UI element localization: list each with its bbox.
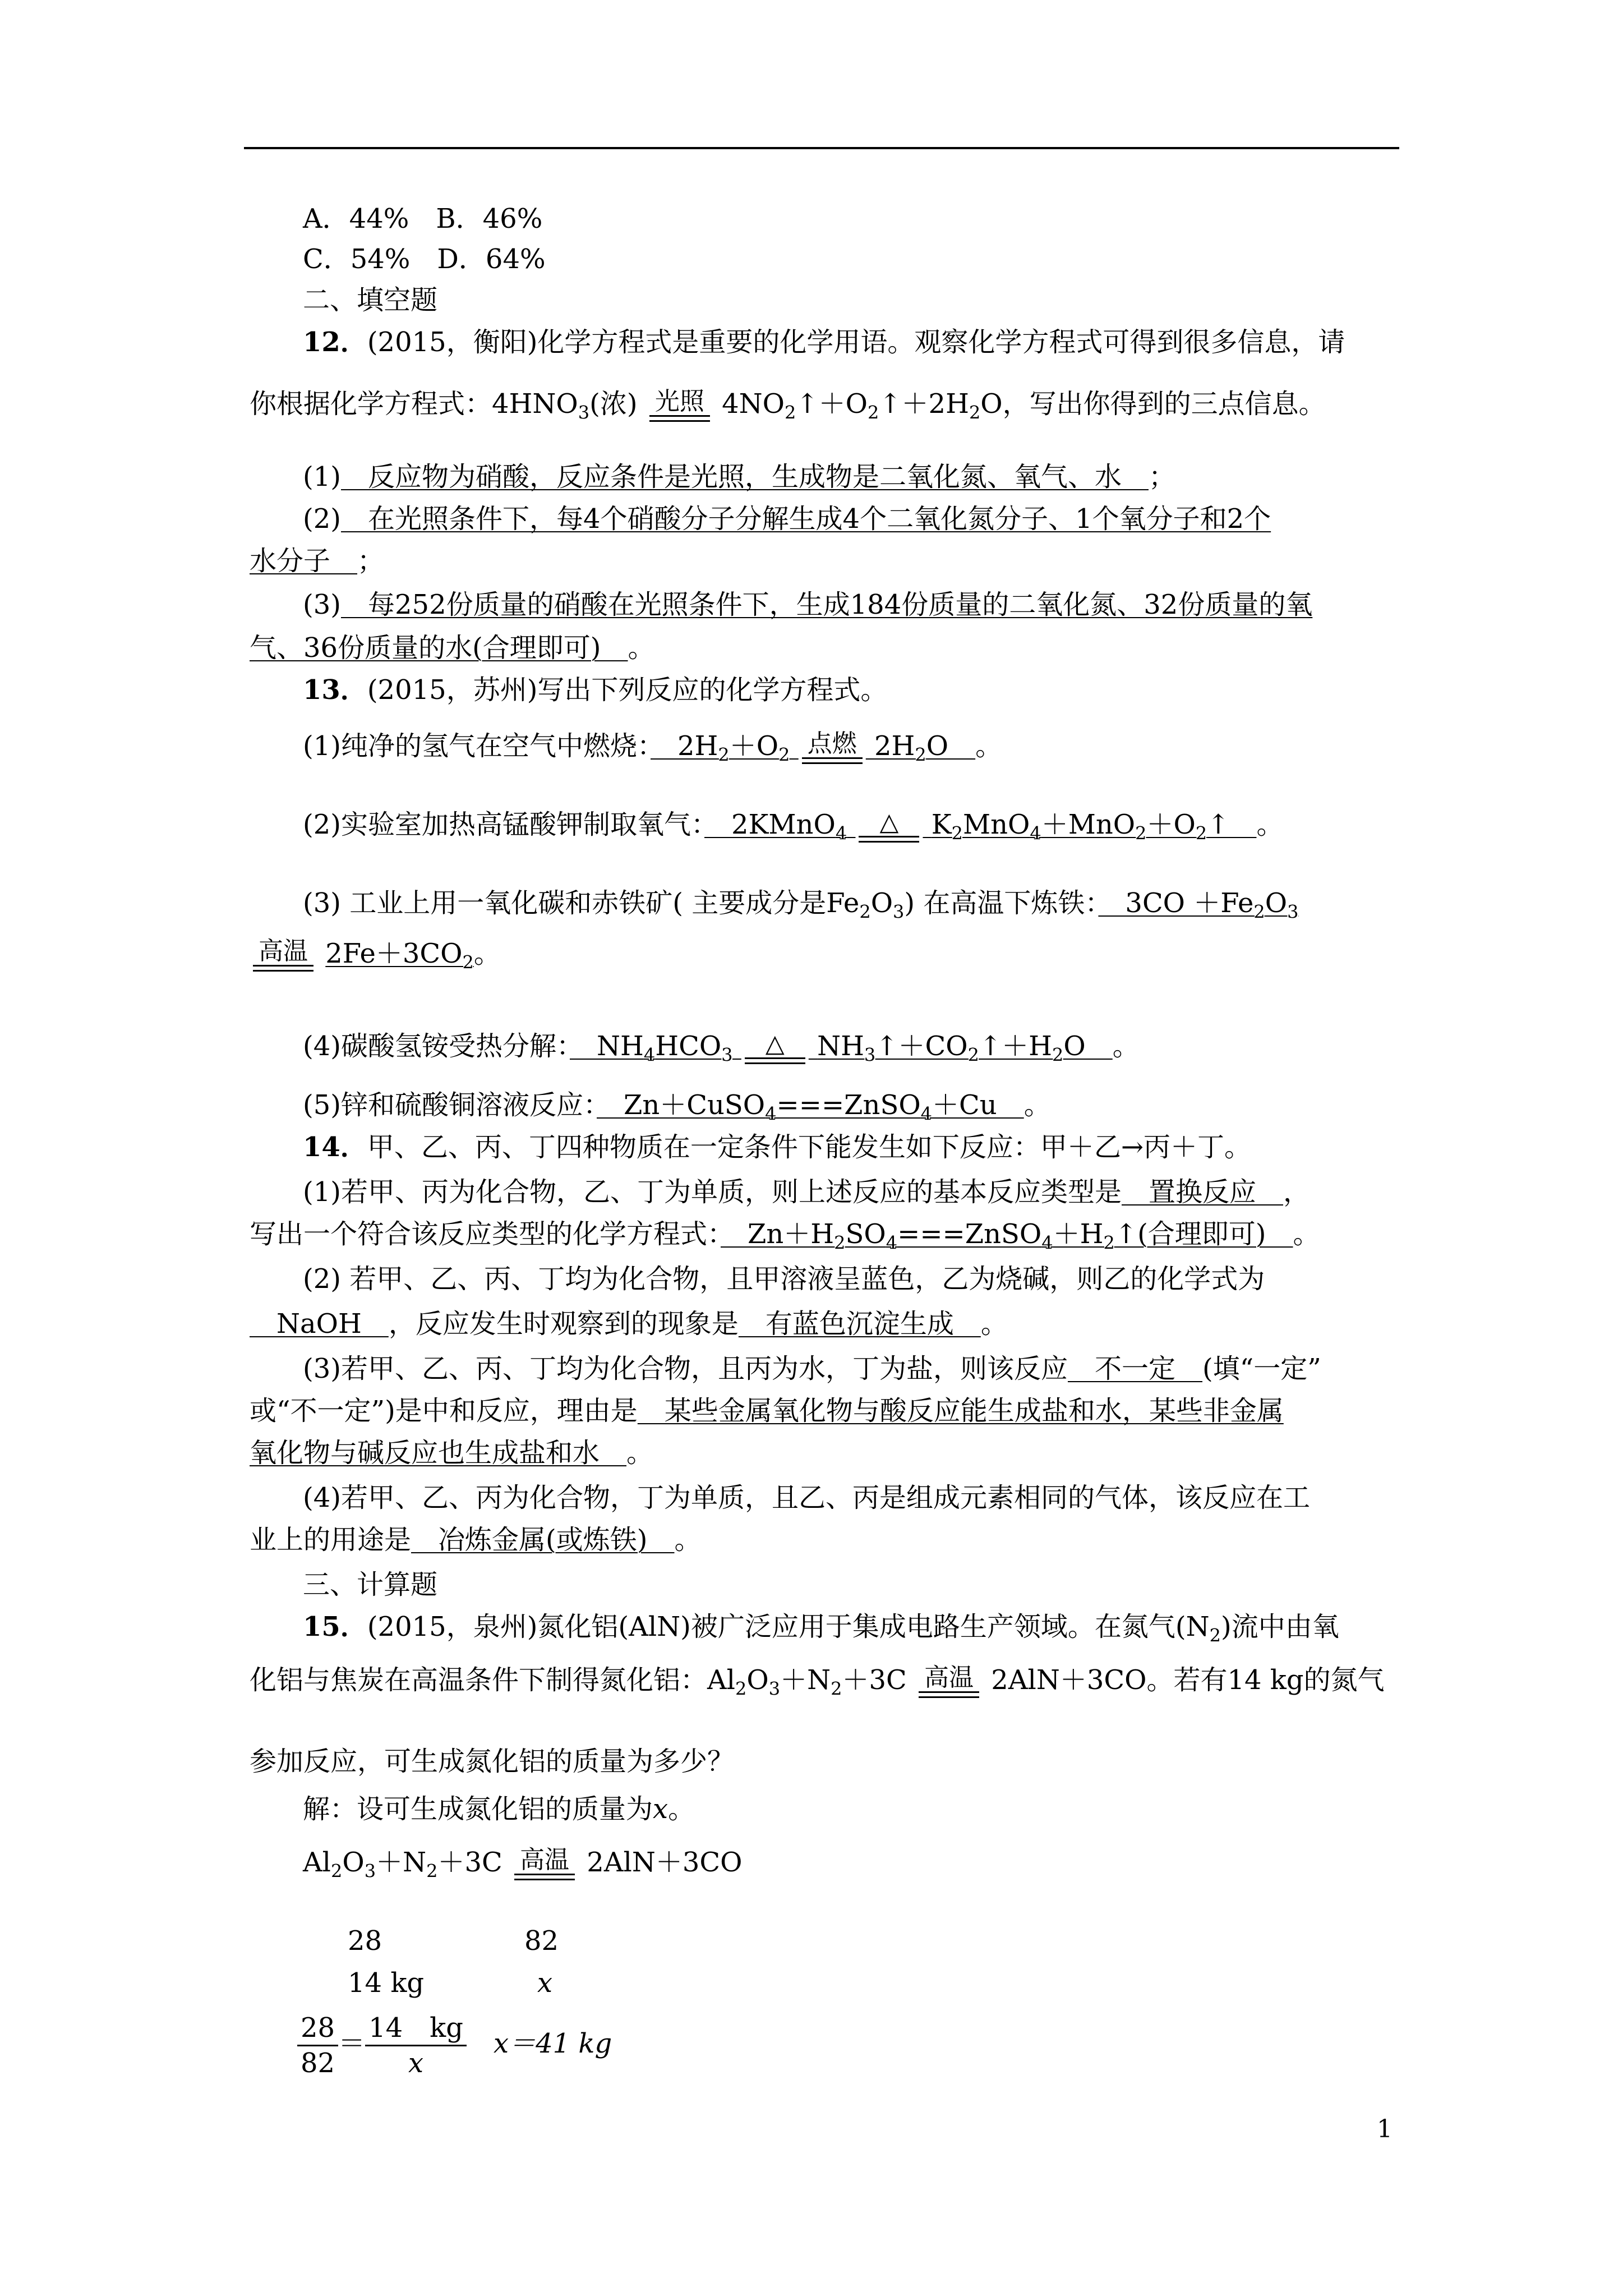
sub: 2 — [426, 1860, 438, 1882]
q13-part-3-cont — [250, 937, 501, 979]
q13-p4-ans: NH — [817, 1030, 864, 1062]
q13-p4-ans: ↑＋CO — [875, 1030, 968, 1062]
sub: 2 — [1253, 901, 1265, 923]
numerator: 28 — [297, 2011, 338, 2046]
options-line-2: C．54% D．64% — [303, 243, 546, 275]
q14-p1b-ans: ===ZnSO — [897, 1218, 1042, 1250]
q12-a2-answer: 在光照条件下，每4个硝酸分子分解生成4个二氧化氮分子、1个氧分子和2个 — [341, 503, 1271, 535]
q13-p4-ans: HCO — [655, 1030, 722, 1062]
double-equals-sign — [649, 415, 710, 422]
q14-p1-end: ， — [1283, 1176, 1311, 1208]
q15-text: ＋N — [780, 1664, 831, 1696]
numerator: 14 kg — [365, 2011, 467, 2046]
q13-p1-text: (1)纯净的氢气在空气中燃烧： — [303, 730, 651, 762]
q12-a2-end: ； — [357, 545, 385, 577]
q14-p4-answer: 冶炼金属(或炼铁) — [411, 1524, 675, 1556]
q13-number: 13． — [303, 674, 367, 706]
double-equals-sign — [514, 1874, 575, 1880]
sub: 4 — [835, 822, 847, 844]
sub: 3 — [864, 1044, 876, 1066]
header-rule — [244, 147, 1399, 149]
q13-part-1 — [303, 729, 1002, 772]
sub: 3 — [893, 901, 905, 923]
q14-p1-text: (1)若甲、丙为化合物，乙、丁为单质，则上述反应的基本反应类型是 — [303, 1176, 1122, 1208]
q15-sol-end: 。 — [668, 1793, 695, 1825]
denominator: 82 — [301, 2047, 335, 2079]
q13-p4-ans: NH — [570, 1030, 644, 1062]
sub: 2 — [1135, 822, 1147, 844]
eq-text: O — [342, 1847, 365, 1878]
sub: 4 — [1041, 1232, 1053, 1254]
sub: 2 — [915, 744, 926, 766]
sub: 2 — [831, 1678, 842, 1700]
section-heading-calc: 三、计算题 — [303, 1569, 438, 1600]
q14-p2-answer-1: NaOH — [250, 1308, 389, 1340]
q13-p4-ans: ↑＋H — [979, 1030, 1053, 1062]
sub: 4 — [1030, 822, 1041, 844]
sub: 2 — [1209, 1625, 1221, 1646]
eq-text: Al — [303, 1847, 331, 1878]
eq-text: ＋3C — [437, 1847, 502, 1878]
sub: 2 — [718, 744, 730, 766]
q14-number: 14． — [303, 1131, 367, 1163]
q12-a1-end: ； — [1149, 461, 1176, 493]
q15-condition — [915, 1664, 983, 1706]
eq-text: 2AlN＋3CO — [587, 1847, 743, 1878]
q15-text: )流中由氧 — [1220, 1611, 1339, 1642]
q15-text: (2015，泉州)氮化铝(AlN)被广泛应用于集成电路生产领域。在氮气(N — [367, 1611, 1210, 1642]
sub: 2 — [778, 744, 790, 766]
q13-p3-ans: 3CO ＋Fe — [1098, 887, 1254, 919]
q12-sub: 2 — [969, 402, 981, 424]
q13-p2-ans: ↑ — [1207, 809, 1257, 840]
fraction-left — [297, 2011, 338, 2080]
sub: 4 — [920, 1103, 933, 1125]
q12-text-d: 4NO — [722, 388, 785, 420]
q13-intro-text: (2015，苏州)写出下列反应的化学方程式。 — [367, 674, 888, 706]
q12-a2-label: (2) — [303, 503, 341, 535]
q15-result: x＝41 kg — [494, 2028, 612, 2059]
q14-part-3-cont — [250, 1394, 1284, 1428]
q13-p5-ans: ===ZnSO — [776, 1089, 921, 1121]
sub: 2 — [1195, 822, 1207, 844]
q13-part-3 — [303, 886, 1298, 929]
q15-eq-condition — [511, 1847, 578, 1888]
q12-a1-label: (1) — [303, 461, 341, 493]
q12-a3-answer: 每252份质量的硝酸在光照条件下，生成184份质量的二氧化氮、32份质量的氧 — [341, 589, 1313, 620]
double-equals-sign — [745, 1057, 805, 1064]
q12-intro-text: (2015，衡阳)化学方程式是重要的化学用语。观察化学方程式可得到很多信息，请 — [367, 326, 1345, 358]
q13-p5-ans: Zn＋CuSO — [597, 1089, 766, 1121]
q13-p1-condition — [799, 730, 866, 772]
condition-label: 高温 — [259, 936, 308, 965]
q12-text-f: ↑＋O — [796, 388, 868, 420]
sub: 2 — [1052, 1044, 1064, 1066]
sub: 2 — [967, 1044, 979, 1066]
q15-text: ＋3C — [842, 1664, 907, 1696]
double-equals-sign — [919, 1691, 979, 1698]
q15-text: O — [746, 1664, 769, 1696]
q15-text: 化铝与焦炭在高温条件下制得氮化铝：Al — [250, 1664, 736, 1696]
q14-p3-text-end: (填“一定” — [1202, 1353, 1321, 1384]
q14-part-1 — [303, 1175, 1310, 1209]
q12-text-a: 你根据化学方程式：4HNO — [250, 388, 578, 420]
q14-p3-end: 。 — [626, 1437, 654, 1469]
q13-p1-ans: O — [926, 730, 976, 762]
q14-p4b-text: 业上的用途是 — [250, 1524, 412, 1556]
q14-part-4: (4)若甲、乙、丙为化合物，丁为单质，且乙、丙是组成元素相同的气体，该反应在工 — [303, 1482, 1310, 1513]
q14-p1b-ans: Zn＋H — [721, 1218, 834, 1250]
q15-intro-line-1 — [303, 1610, 1339, 1653]
q13-p5-end: 。 — [1023, 1089, 1051, 1121]
denominator: x — [408, 2047, 424, 2079]
q14-p1b-end: 。 — [1293, 1218, 1320, 1250]
sub: 3 — [768, 1678, 781, 1700]
q14-p4-end: 。 — [674, 1524, 702, 1556]
q14-intro-text: 甲、乙、丙、丁四种物质在一定条件下能发生如下反应：甲＋乙→丙＋丁。 — [367, 1131, 1252, 1163]
q14-p1b-ans: ＋H — [1053, 1218, 1104, 1250]
q13-p4-end: 。 — [1112, 1030, 1140, 1062]
sub: 2 — [834, 1232, 846, 1254]
q13-p5-ans: ＋Cu — [932, 1089, 1024, 1121]
q13-part-4 — [303, 1029, 1140, 1072]
q12-condition-label: 光照 — [654, 386, 704, 416]
q12-intro-line-1 — [303, 325, 1345, 359]
sub: 3 — [364, 1860, 376, 1882]
sub: 3 — [721, 1044, 733, 1066]
q13-p3-ans: 2Fe＋3CO — [325, 938, 463, 969]
q13-p2-text: (2)实验室加热高锰酸钾制取氧气： — [303, 809, 704, 840]
section-heading-fill-in: 二、填空题 — [303, 284, 438, 316]
q14-part-3 — [303, 1352, 1321, 1386]
q13-p1-ans: 2H — [651, 730, 718, 762]
q12-a3-end: 。 — [628, 632, 655, 664]
sub: 4 — [643, 1044, 656, 1066]
q13-p3-text: O — [870, 887, 893, 919]
q15-mass-aln: 82 — [524, 1925, 559, 1957]
double-equals-sign — [253, 965, 313, 972]
q14-p3-text: (3)若甲、乙、丙、丁均为化合物，且丙为水，丁为盐，则该反应 — [303, 1353, 1068, 1384]
q12-answer-3-cont — [250, 631, 655, 665]
q12-equation-line — [250, 387, 1326, 430]
q13-p2-ans: MnO — [962, 809, 1030, 840]
q14-part-3-cont2 — [250, 1436, 653, 1470]
q13-p3-end: 。 — [473, 938, 501, 969]
sub: 4 — [886, 1232, 898, 1254]
q13-p2-ans: K — [931, 809, 952, 840]
fraction-right — [365, 2011, 467, 2080]
heat-triangle-icon: △ — [765, 1029, 785, 1058]
q13-p1-end: 。 — [975, 730, 1003, 762]
q14-p1b-ans: SO — [845, 1218, 886, 1250]
sub: 2 — [859, 901, 871, 923]
q14-part-2: (2) 若甲、乙、丙、丁均为化合物，且甲溶液呈蓝色，乙为烧碱，则乙的化学式为 — [303, 1263, 1265, 1295]
q12-sub: 2 — [785, 402, 796, 424]
q13-p1-ans: ＋O — [729, 730, 779, 762]
condition-label: 点燃 — [807, 729, 857, 758]
q15-variable: x — [653, 1793, 668, 1825]
double-equals-sign — [859, 836, 919, 843]
q12-text-h: ↑＋2H — [879, 388, 969, 420]
q13-part-2 — [303, 808, 1283, 850]
q13-p2-condition — [855, 809, 923, 850]
q13-p4-condition — [741, 1030, 809, 1072]
q12-sub: 2 — [867, 402, 879, 424]
q14-p3-answer-2: 某些金属氧化物与酸反应能生成盐和水，某些非金属 — [637, 1395, 1284, 1427]
q12-text-j: O，写出你得到的三点信息。 — [980, 388, 1326, 420]
sub: 4 — [765, 1103, 777, 1125]
q15-mass-n2: 28 — [348, 1925, 382, 1957]
q13-p3-ans: O — [1265, 887, 1288, 919]
q12-answer-2 — [303, 502, 1271, 536]
q15-equation — [303, 1846, 742, 1888]
q14-part-4-cont — [250, 1523, 702, 1557]
q14-part-1-cont — [250, 1217, 1320, 1260]
eq-text: ＋N — [376, 1847, 427, 1878]
q15-given-mass: 14 kg — [348, 1967, 425, 1999]
q13-p3-text: (3) 工业上用一氧化碳和赤铁矿( 主要成分是Fe — [303, 887, 860, 919]
q15-number: 15． — [303, 1611, 367, 1642]
q13-p1-ans: 2H — [874, 730, 915, 762]
q14-p1b-ans: ↑(合理即可) — [1114, 1218, 1293, 1250]
q13-p2-ans: ＋MnO — [1041, 809, 1136, 840]
equals-sign: ＝ — [338, 2028, 366, 2059]
sub: 2 — [735, 1678, 747, 1700]
q14-p1b-text: 写出一个符合该反应类型的化学方程式： — [250, 1218, 721, 1250]
q12-a3-answer-cont: 气、36份质量的水(合理即可) — [250, 632, 628, 664]
heat-triangle-icon: △ — [879, 807, 899, 836]
q13-p2-end: 。 — [1256, 809, 1284, 840]
q15-proportion — [297, 2011, 612, 2080]
q15-text: 2AlN＋3CO。若有14 kg的氮气 — [991, 1664, 1385, 1696]
q13-p4-text: (4)碳酸氢铵受热分解： — [303, 1030, 570, 1062]
q12-answer-1 — [303, 460, 1175, 494]
sub: 3 — [1287, 901, 1299, 923]
q14-p1-answer: 置换反应 — [1122, 1176, 1284, 1208]
sub: 2 — [1103, 1232, 1115, 1254]
q12-answer-3 — [303, 588, 1312, 622]
q13-p5-text: (5)锌和硫酸铜溶液反应： — [303, 1089, 597, 1121]
q14-p2-end: 。 — [980, 1308, 1008, 1340]
q15-intro-line-3: 参加反应，可生成氮化铝的质量为多少？ — [250, 1746, 735, 1777]
sub: 2 — [462, 951, 474, 973]
q13-intro — [303, 673, 887, 707]
condition-label: 高温 — [924, 1663, 974, 1692]
q14-p3-answer-2-cont: 氧化物与碱反应也生成盐和水 — [250, 1437, 627, 1469]
q12-number: 12． — [303, 326, 367, 358]
condition-label: 高温 — [520, 1845, 570, 1874]
q13-p3-text: ) 在高温下炼铁： — [904, 887, 1099, 919]
q14-p2-answer-2: 有蓝色沉淀生成 — [738, 1308, 981, 1340]
q14-part-2-cont — [250, 1307, 1008, 1341]
q15-unknown-mass: x — [537, 1967, 553, 1999]
sub: 2 — [951, 822, 963, 844]
q13-p3-condition — [250, 938, 317, 979]
q12-text-c: (浓) — [589, 388, 638, 420]
q13-p2-ans: 2KMnO — [704, 809, 836, 840]
q12-a3-label: (3) — [303, 589, 341, 620]
q12-a2-answer-cont: 水分子 — [250, 545, 358, 577]
q14-intro — [303, 1130, 1251, 1164]
q12-a1-answer: 反应物为硝酸，反应条件是光照，生成物是二氧化氮、氧气、水 — [341, 461, 1149, 493]
q13-part-5 — [303, 1088, 1051, 1131]
q14-p3b-text: 或“不一定”)是中和反应，理由是 — [250, 1395, 638, 1427]
q12-condition — [646, 388, 713, 430]
q15-solution-setup — [303, 1792, 695, 1826]
sub: 2 — [331, 1860, 343, 1882]
q12-sub: 3 — [578, 402, 590, 424]
q13-p2-ans: ＋O — [1146, 809, 1196, 840]
q15-sol-text: 解：设可生成氮化铝的质量为 — [303, 1793, 653, 1825]
q12-answer-2-cont — [250, 544, 384, 578]
q14-p3-answer-1: 不一定 — [1068, 1353, 1203, 1384]
q15-intro-line-2 — [250, 1663, 1385, 1706]
q14-p2b-text: ，反应发生时观察到的现象是 — [388, 1308, 739, 1340]
options-line-1: A．44% B．46% — [303, 203, 543, 234]
q13-p4-ans: O — [1063, 1030, 1113, 1062]
double-equals-sign — [802, 757, 863, 764]
page-number: 1 — [1377, 2115, 1393, 2143]
